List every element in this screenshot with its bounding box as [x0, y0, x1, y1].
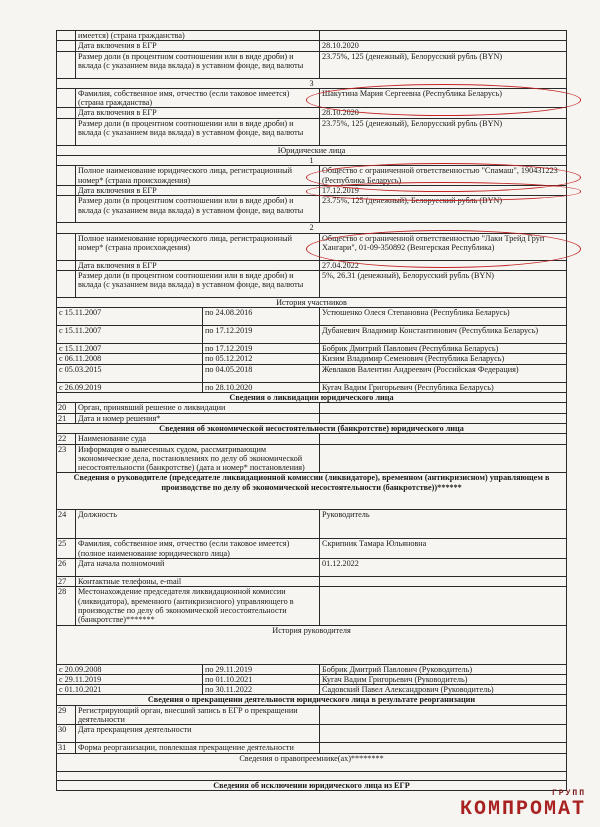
field-row	[57, 539, 567, 559]
field-number	[57, 270, 76, 297]
field-number	[57, 196, 76, 223]
field-row	[57, 31, 567, 41]
field-value: Скрипник Тамара Юльяновна	[320, 539, 567, 559]
section-heading: Сведения о руководителе (председателе ликвидационной комиссии (ликвидаторе), временном (антикризисном) управляющем в производстве по делу об экономической несостоятельности (банкротстве))******	[57, 473, 567, 510]
field-number: 24	[57, 510, 76, 539]
history-to: по 17.12.2019	[203, 344, 320, 354]
field-label: Полное наименование юридического лица, регистрационный номер* (страна происхождения)	[76, 166, 320, 186]
section-heading: Сведения о прекращении деятельности юридического лица в результате реорганизации	[57, 695, 567, 705]
field-row	[57, 510, 567, 539]
field-value	[320, 577, 567, 587]
field-value: 23.75%, 125 (денежный), Белорусский рубль (BYN)	[320, 51, 567, 78]
field-label: Дата включения в ЕГР	[76, 260, 320, 270]
history-from: с 29.11.2019	[57, 674, 203, 684]
field-row	[57, 559, 567, 577]
history-from: с 01.10.2021	[57, 685, 203, 695]
history-from: с 26.09.2019	[57, 382, 203, 392]
subsection-row	[57, 625, 567, 664]
history-value: Жевлаков Валентин Андреевич (Российская Федерация)	[320, 364, 567, 382]
field-number: 21	[57, 413, 76, 423]
field-number	[57, 233, 76, 260]
section-heading-row	[57, 393, 567, 403]
field-value	[320, 705, 567, 725]
field-value: 28.10.2020	[320, 41, 567, 51]
section-heading-row	[57, 473, 567, 510]
history-from: с 20.09.2008	[57, 664, 203, 674]
field-number: 28	[57, 587, 76, 625]
field-label: Контактные телефоны, e-mail	[76, 577, 320, 587]
history-to: по 17.12.2019	[203, 326, 320, 344]
field-value: 27.04.2022	[320, 260, 567, 270]
field-row	[57, 705, 567, 725]
field-label: Форма реорганизации, повлекшая прекращение деятельности	[76, 743, 320, 753]
field-label: Дата включения в ЕГР	[76, 41, 320, 51]
empty-cell	[57, 771, 567, 780]
history-value: Устюшенко Олеся Степановна (Республика Беларусь)	[320, 308, 567, 326]
field-label: Дата начала полномочий	[76, 559, 320, 577]
history-value: Бобрик Дмитрий Павлович (Руководитель)	[320, 664, 567, 674]
field-value: 01.12.2022	[320, 559, 567, 577]
field-row	[57, 434, 567, 444]
field-label: Орган, принявший решение о ликвидации	[76, 403, 320, 413]
history-row	[57, 664, 567, 674]
subsection-title: Юридические лица	[57, 145, 567, 155]
field-value	[320, 413, 567, 423]
history-from: с 15.11.2007	[57, 344, 203, 354]
history-row	[57, 382, 567, 392]
field-row	[57, 743, 567, 753]
section-heading-row	[57, 695, 567, 705]
field-number: 26	[57, 559, 76, 577]
field-number	[57, 260, 76, 270]
field-label: Должность	[76, 510, 320, 539]
history-row	[57, 364, 567, 382]
field-number: 25	[57, 539, 76, 559]
field-number	[57, 108, 76, 118]
field-number	[57, 51, 76, 78]
history-to: по 04.05.2018	[203, 364, 320, 382]
history-to: по 01.10.2021	[203, 674, 320, 684]
field-row	[57, 577, 567, 587]
history-from: с 15.11.2007	[57, 308, 203, 326]
field-label: Регистрирующий орган, внесший запись в ЕГР о прекращении деятельности	[76, 705, 320, 725]
watermark-small-text: ГРУПП	[551, 789, 586, 798]
field-value: Руководитель	[320, 510, 567, 539]
history-to: по 29.11.2019	[203, 664, 320, 674]
field-number: 20	[57, 403, 76, 413]
history-from: с 06.11.2008	[57, 354, 203, 364]
field-row	[57, 41, 567, 51]
field-value: 28.10.2020	[320, 108, 567, 118]
empty-row	[57, 771, 567, 780]
highlight-oval	[306, 84, 581, 116]
history-from: с 05.03.2015	[57, 364, 203, 382]
history-value: Кугач Вадим Григорьевич (Республика Беларусь)	[320, 382, 567, 392]
field-value: Общество с ограниченной ответственностью "Лаки Трейд Груп Хангари", 01-09-350892 (Венгерская Республика)	[320, 233, 567, 260]
history-row	[57, 685, 567, 695]
field-row	[57, 270, 567, 297]
field-value	[320, 725, 567, 743]
field-value: Общество с ограниченной ответственностью "Спамаш", 190431223 (Республика Беларусь)	[320, 166, 567, 186]
history-to: по 24.08.2016	[203, 308, 320, 326]
subsection-title: История руководителя	[57, 625, 567, 664]
field-label: Дата и номер решения*	[76, 413, 320, 423]
field-row	[57, 118, 567, 145]
field-value	[320, 444, 567, 473]
field-number	[57, 185, 76, 195]
history-value: Кугач Вадим Григорьевич (Руководитель)	[320, 674, 567, 684]
field-label: Полное наименование юридического лица, регистрационный номер* (страна происхождения)	[76, 233, 320, 260]
field-number	[57, 88, 76, 108]
field-value	[320, 743, 567, 753]
egr-extract-sheet	[56, 30, 566, 791]
field-value: 5%, 26.31 (денежный), Белорусский рубль (BYN)	[320, 270, 567, 297]
field-number: 23	[57, 444, 76, 473]
subsection-row	[57, 297, 567, 307]
field-label: Местонахождение председателя ликвидационной комиссии (ликвидатора), временного (антикризисного) управляющего в производстве по делу об экономической несостоятельности (банкротстве)*******	[76, 587, 320, 625]
field-label: Дата включения в ЕГР	[76, 185, 320, 195]
field-label: Размер доли (в процентном соотношении или в виде дроби) и вклада (с указанием вида вклада) в уставном фонде, вид валюты	[76, 270, 320, 297]
subsection-title: 1	[57, 156, 567, 166]
section-heading: Сведения об исключении юридического лица из ЕГР	[57, 780, 567, 790]
field-row	[57, 725, 567, 743]
subsection-title: 3	[57, 78, 567, 88]
field-label: Размер доли (в процентном соотношении или в виде дроби) и вклада (с указанием вида вклада) в уставном фонде, вид валюты	[76, 118, 320, 145]
field-label: имеется) (страна гражданства)	[76, 31, 320, 41]
history-to: по 28.10.2020	[203, 382, 320, 392]
field-label: Фамилия, собственное имя, отчество (если таковое имеется) (страна гражданства)	[76, 88, 320, 108]
field-value	[320, 587, 567, 625]
field-label: Дата прекращения деятельности	[76, 725, 320, 743]
field-number	[57, 31, 76, 41]
history-row	[57, 344, 567, 354]
field-row	[57, 587, 567, 625]
section-heading: Сведения о ликвидации юридического лица	[57, 393, 567, 403]
field-value	[320, 31, 567, 41]
history-to: по 05.12.2012	[203, 354, 320, 364]
history-value: Садовский Павел Александрович (Руководитель)	[320, 685, 567, 695]
egr-table	[56, 30, 567, 791]
history-to: по 30.11.2022	[203, 685, 320, 695]
field-row	[57, 413, 567, 423]
field-row	[57, 444, 567, 473]
field-label: Дата включения в ЕГР	[76, 108, 320, 118]
section-heading-row	[57, 423, 567, 433]
field-label: Наименование суда	[76, 434, 320, 444]
field-number: 22	[57, 434, 76, 444]
field-label: Размер доли (в процентном соотношении или в виде дроби) и вклада (с указанием вида вклада) в уставном фонде, вид валюты	[76, 51, 320, 78]
field-number	[57, 166, 76, 186]
highlight-oval	[306, 230, 581, 268]
field-value	[320, 403, 567, 413]
field-value	[320, 434, 567, 444]
history-row	[57, 354, 567, 364]
section-heading: Сведения об экономической несостоятельности (банкротстве) юридического лица	[57, 423, 567, 433]
field-number	[57, 41, 76, 51]
field-value: 23.75%, 125 (денежный), Белорусский рубль (BYN)	[320, 118, 567, 145]
watermark-logo-text: КОМПРОМАТ	[459, 798, 586, 821]
history-value: Бобрик Дмитрий Павлович (Республика Беларусь)	[320, 344, 567, 354]
field-value: 23.75%, 125 (денежный), Белорусский рубль (BYN)	[320, 196, 567, 223]
history-row	[57, 308, 567, 326]
field-row	[57, 403, 567, 413]
history-row	[57, 674, 567, 684]
subsection-title: Сведения о правопреемнике(ах)********	[57, 753, 567, 771]
field-label: Информация о вынесенных судом, рассматривающим экономические дела, постановлениях по делу об экономической несостоятельности (банкротстве) (дата и номер* постановления)	[76, 444, 320, 473]
subsection-title: 2	[57, 223, 567, 233]
field-label: Фамилия, собственное имя, отчество (если таковое имеется) (полное наименование юридического лица)	[76, 539, 320, 559]
field-label: Размер доли (в процентном соотношении или в виде дроби) и вклада (с указанием вида вклада) в уставном фонде, вид валюты	[76, 196, 320, 223]
field-number: 27	[57, 577, 76, 587]
field-number: 29	[57, 705, 76, 725]
field-value: 17.12.2019	[320, 185, 567, 195]
highlight-oval	[306, 182, 581, 200]
history-value: Кизим Владимир Семенович (Республика Беларусь)	[320, 354, 567, 364]
field-value: Шакутина Мария Сергеевна (Республика Беларусь)	[320, 88, 567, 108]
subsection-row	[57, 145, 567, 155]
subsection-row	[57, 753, 567, 771]
subsection-title: История участников	[57, 297, 567, 307]
field-number: 30	[57, 725, 76, 743]
history-row	[57, 326, 567, 344]
history-from: с 15.11.2007	[57, 326, 203, 344]
kompromat-watermark	[460, 789, 586, 821]
history-value: Дубаневич Владимир Константинович (Республика Беларусь)	[320, 326, 567, 344]
field-number: 31	[57, 743, 76, 753]
field-number	[57, 118, 76, 145]
field-row	[57, 51, 567, 78]
